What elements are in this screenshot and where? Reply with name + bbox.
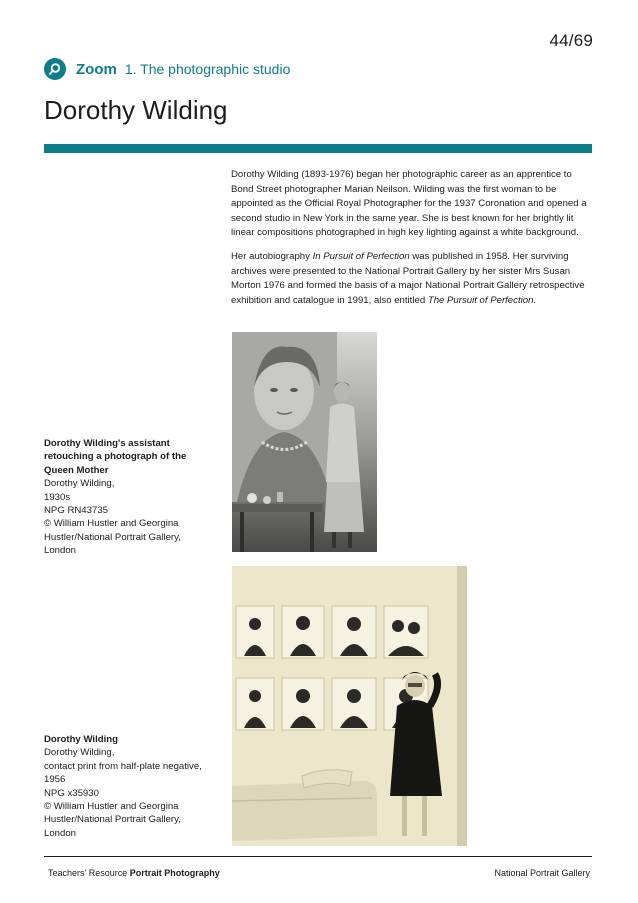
- caption-line: 1930s: [44, 491, 71, 503]
- body-text: [231, 168, 593, 317]
- page-title: Dorothy Wilding: [44, 95, 228, 125]
- page-current: 44: [549, 31, 569, 50]
- zoom-icon: [44, 58, 66, 80]
- footer-rule: [44, 856, 592, 857]
- photo-assistant-retouching: [232, 332, 377, 552]
- paragraph-2: [231, 250, 593, 308]
- caption-line: NPG x35930: [44, 787, 99, 799]
- caption-line: © William Hustler and Georgina Hustler/National Portrait Gallery, London: [44, 801, 181, 839]
- caption-title: Dorothy Wilding's assistant retouching a photograph of the Queen Mother: [44, 438, 187, 476]
- footer-resource-title: Portrait Photography: [129, 868, 220, 878]
- page-number: [549, 31, 593, 51]
- exhibition-title: The Pursuit of Perfection: [427, 294, 534, 306]
- title-rule: [44, 144, 592, 153]
- caption-title: Dorothy Wilding: [44, 734, 118, 745]
- photo-dorothy-wilding: [232, 566, 467, 846]
- book-title: In Pursuit of Perfection: [312, 250, 410, 262]
- p2-text-c: was published in 1958. Her surviving archives were presented to the National Portrait Gallery by her sister Mrs Susan Morton 1976 and formed the basis of a major National Portrait Gallery retrospective exhibition and catalogue in 1991, also entitled: [231, 250, 585, 306]
- zoom-header: [44, 58, 290, 80]
- caption-line: Dorothy Wilding,: [44, 478, 115, 490]
- paragraph-1: Dorothy Wilding (1893-1976) began her photographic career as an apprentice to Bond Street photographer Marian Neilson. Wilding was the first woman to be appointed as the Official Royal Photographer for the 1937 Coronation and opened a second studio in New York in the same year. She is best known for her brightly lit linear compositions photographed in high key lighting against a white background.: [231, 169, 587, 239]
- p2-text-a: Her autobiography: [231, 250, 313, 262]
- caption-line: © William Hustler and Georgina Hustler/National Portrait Gallery, London: [44, 518, 181, 557]
- caption-assistant: [44, 437, 204, 558]
- caption-line: NPG RN43735: [44, 505, 108, 517]
- p2-text-e: .: [533, 294, 537, 306]
- caption-line: contact print from half-plate negative, 1956: [44, 760, 202, 786]
- footer-resource: [48, 868, 220, 878]
- page-total: /69: [568, 31, 593, 50]
- section-title: 1. The photographic studio: [124, 61, 291, 77]
- zoom-label: Zoom: [76, 60, 117, 78]
- footer-publisher: National Portrait Gallery: [494, 868, 590, 878]
- caption-dorothy: [44, 733, 204, 840]
- caption-line: Dorothy Wilding,: [44, 747, 115, 759]
- footer-prefix: Teachers' Resource: [48, 868, 130, 878]
